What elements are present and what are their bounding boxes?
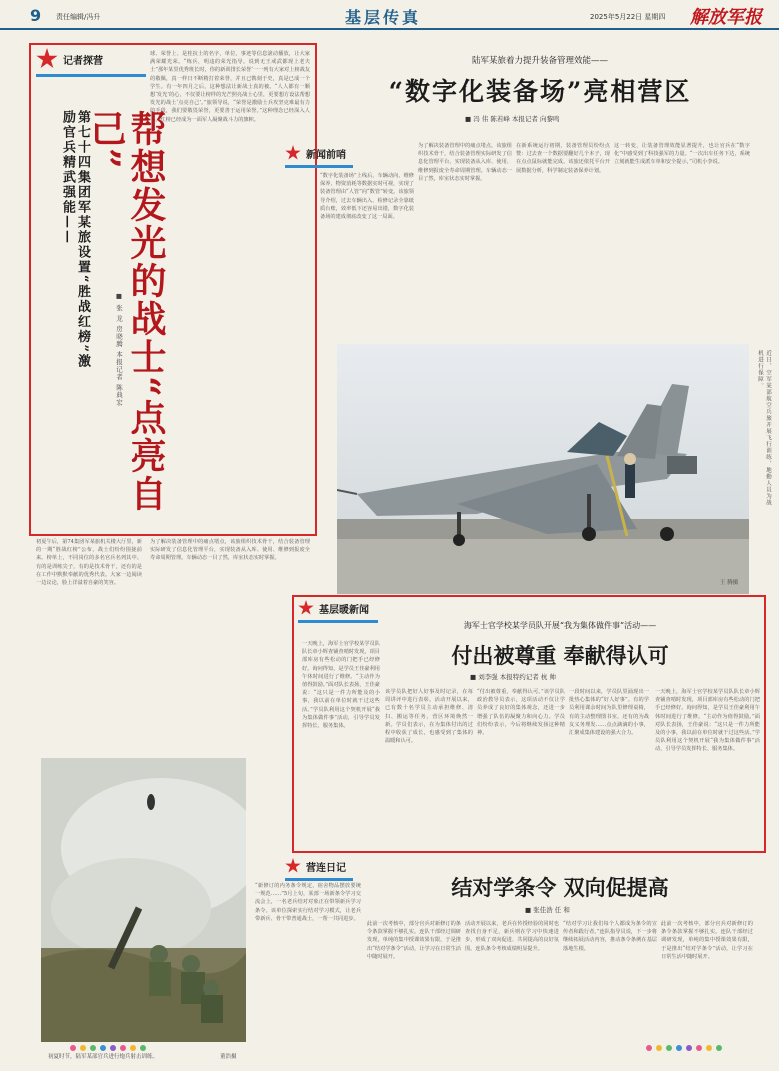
army-article-byline: ■ 冯 伟 陈若峰 本报记者 向黎鸣 (465, 115, 560, 123)
training-article-col-5: 此前一次考核中，部分官兵对新修订的条令条款掌握不够扎实。连队干部经过调研发现，单纯的集中授课效果有限，于是推出“结对学条令”活动，让学习在日常生活中随时展开。 (661, 921, 753, 960)
star-icon (285, 858, 301, 874)
footer-dot (656, 1045, 662, 1051)
footer-dot (80, 1045, 86, 1051)
warm-news-header (298, 600, 369, 616)
footer-dot (706, 1045, 712, 1051)
reporter-column-header (36, 48, 103, 70)
training-article-headline: 结对学条令 双向促提高 (451, 875, 669, 900)
artillery-training-illustration (41, 758, 246, 1042)
navy-article-col-2: 该学员队把好人好事及时记录，在每周讲评中进行表彰。活动开展以来，已有数十名学员主动承担维修、清扫、搬运等任务，营区环境焕然一新。学员们表示，在为集体付出的过程中收获了成长，也感受到了集体的温暖和认可。 (385, 689, 473, 745)
section-title: 基层传真 (345, 8, 422, 27)
editor-credit: 责任编辑/冯升 (56, 13, 101, 21)
footer-dot (120, 1045, 126, 1051)
training-article-col-2: 此前一次考核中，部分官兵对新修订的条令条款掌握不够扎实。连队干部经过调研发现，单纯的集中授课效果有限，于是推出“结对学条令”活动，让学习在日常生活中随时展开。 (367, 921, 461, 960)
fighter-jet-illustration (337, 344, 749, 594)
header-accent-bar (285, 165, 353, 168)
fighter-jet-photo (337, 344, 749, 594)
footer-dot (666, 1045, 672, 1051)
header-accent-bar (298, 620, 378, 623)
field-photo-credit: 董浩摄 (220, 1054, 237, 1060)
army-article-col-1: “数字化装备场”上线后，车辆动向、维修保养、物资消耗等数据实时可视，实现了装备管理由“人管”向“数管”转变。该旅领导介绍，过去车辆出入、检修记录全靠纸质台账，效率低下还容易出错，数字化装备场的建成彻底改变了这一局面。 (320, 173, 414, 221)
navy-article-byline: ■ 刘李强 本报特约记者 杭 帅 (470, 673, 556, 681)
issue-date: 2025年5月22日 星期四 (590, 13, 666, 21)
star-icon (36, 48, 58, 70)
reporter-column-body-continued: 初夏午后，第74集团军某旅机关楼大厅里，新的一期“胜战红榜”公布，战士们纷纷围拢前来。榜单上，不同岗位的多名官兵名列其中。有的是训练尖子，有的是技术骨干，还有的是在工作中默默奉献的优秀代表。大家一边阅读一边议论，脸上洋溢着自豪的笑容。 (36, 539, 142, 587)
reporter-column-headline: 帮想发光的战士“点亮自己” (85, 110, 167, 513)
army-article-col-3: 在新系统运行初期，装备管理员纷纷点赞：过去查一个数据要翻好几个本子，现在点点鼠标就能完成。该旅还依托平台开展数据分析，科学制定装备保养计划。 (516, 143, 610, 174)
artillery-training-photo (41, 758, 246, 1042)
page-number: 9 (30, 6, 42, 25)
header-accent-bar (36, 74, 146, 77)
newspaper-masthead: 解放军报 (690, 7, 762, 28)
star-icon (285, 145, 301, 161)
reporter-column-subtitle: 第七十四集团军某旅设置“胜战红榜”激励官兵精武强能—— (60, 110, 90, 369)
footer-dots-left (70, 1045, 146, 1051)
training-article-col-4: “结对学习让我们每个人都成为条令的宣传者和践行者。”连队指导员说，下一步将继续拓展活动内容，推动条令条例在基层落地生根。 (563, 921, 657, 952)
army-article-col-2: 为了解决装备管理中的痛点堵点，该旅组织技术骨干，结合装备管理实际研发了信息化管理平台，实现装备从入库、使用、维修到报废全寿命周期管理。车辆动态一目了然，库室状态实时掌握。 (418, 143, 512, 182)
footer-dot (716, 1045, 722, 1051)
army-article-col-4: 这一转变，让装备管理效能显著提升，也让官兵在“数字化”中感受到了科技强军的力量。“一次出车任务下达，系统立刻就能生成派车单和安全提示，”司机小李说。 (614, 143, 750, 166)
footer-dot (100, 1045, 106, 1051)
army-article-headline: “数字化装备场”亮相营区 (388, 77, 692, 106)
footer-dot (686, 1045, 692, 1051)
navy-article-headline: 付出被尊重 奉献得认可 (451, 643, 669, 668)
reporter-column-body: 球、荣誉上、是桂抗士的名字，单位，事迹等信息滚动播放，让大家满荣耀光荣。“练兵，明违的荣光指导。说到无王戒武都现上老夫士”那年某里优秀班长时，你的新训排长荣誉‘一一列有大家对上榜战友的敬佩，真一样日不断精打着荣誉，并且已镌刻于史，真是已成一个学生。有一年四月之后，这种想法让新战士真的被。“人人都有一颗想‘发光’的心，不仅要让榜样的光芒照亮战士心里，更要想方设法帮想发光的战士‘点亮自己’。”旅领导说，“荣誉是激励士兵攻坚克难最有力的手段，我们要敬畏荣誉，更要善于运用荣誉。”这种理念已经深入人心，红榜已经成为一面军人凝聚战斗力的旗帜。 (150, 51, 310, 123)
header-accent-bar (285, 878, 353, 881)
company-diary-header (285, 858, 346, 874)
training-article-byline: ■ 张佳浩 任 和 (525, 906, 570, 914)
training-article-col-1: “新修订的内务条令规定，宿舍物品摆放要统一规范……”5月上旬，某部一场新条令学习交流会上，一名老兵结对对象正在带领新兵学习条令。该单位探索实行结对学习模式，让老兵带新兵、骨干带普通战士，一帮一共同进步。 (255, 883, 361, 922)
footer-dot (130, 1045, 136, 1051)
news-front-label: 新闻前哨 (306, 149, 346, 161)
footer-dot (646, 1045, 652, 1051)
reporter-column-byline: ■ 张 龙 房晓腾 本报记者 陈典宏 (115, 292, 123, 407)
jet-photo-caption: 近日，空军某部航空兵旅开展飞行训练，地勤人员为战机进行保障。 (757, 350, 771, 506)
warm-news-label: 基层暖新闻 (319, 604, 369, 616)
page-header (0, 0, 779, 30)
footer-dots-right (646, 1045, 722, 1051)
navy-article-col-4: 一段时间以来，学员队里涌现出一批热心集体的“好人好事”。有的学员利用课余时间为队里修理桌椅，有的主动整理图书室，还有的为战友义务理发……点点滴滴的小事，汇聚成集体建设的强大合力。 (569, 689, 649, 737)
field-photo-caption: 初夏时节，陆军某部官兵进行炮兵射击训练。 (48, 1054, 159, 1060)
reporter-column-label: 记者探营 (63, 55, 103, 67)
star-icon (298, 600, 314, 616)
navy-article-col-5: 一天晚上，海军士官学校某学员队队长章小辉查铺查哨时发现，项目部库房有些松动的门把手已经修好。询问得知，是学员王佳豪利用午休时间进行了维修。“主动作为值得鼓励。”面对队长表扬，王佳豪说：“这只是一件力所能及的小事，我以前在单位时就干过这些活。”学员队利用这个契机开展“我为集体做件事”活动，引导学员发挥特长、服务集体。 (655, 689, 760, 753)
navy-article-col-3: “付出被尊重，奉献得认可。”该学员队政治教导员表示，这项活动不仅让学员养成了良好的集体观念，还进一步增强了队伍的凝聚力和向心力。学员们纷纷表示，今后将继续发扬这种精神。 (477, 689, 565, 737)
army-article-kicker: 陆军某旅着力提升装备管理效能—— (471, 56, 608, 66)
company-diary-label: 营连日记 (306, 862, 346, 874)
footer-dot (696, 1045, 702, 1051)
footer-dot (110, 1045, 116, 1051)
training-article-col-3: 活动开展以来，老兵在传授经验的同时也查找自身不足，新兵则在学习中快速进步，形成了双向促进、共同提高的良好氛围。连队条令考核成绩明显提升。 (465, 921, 559, 952)
jet-photo-credit: 王 腾摄 (720, 580, 739, 586)
footer-dot (70, 1045, 76, 1051)
footer-dot (676, 1045, 682, 1051)
navy-article-kicker: 海军士官学校某学员队开展“我为集体做件事”活动—— (463, 621, 657, 630)
news-front-header (285, 145, 346, 161)
reporter-column-body-lower: 为了解决装备管理中的痛点堵点，该旅组织技术骨干，结合装备管理实际研发了信息化管理平台，实现装备从入库、使用、维修到报废全寿命周期管理。车辆动态一目了然，库室状态实时掌握。 (150, 539, 310, 562)
navy-article-col-1: 一天晚上，海军士官学校某学员队队长章小辉查铺查哨时发现，项目部库房有些松动的门把手已经修好。询问得知，是学员王佳豪利用午休时间进行了维修。“主动作为值得鼓励。”面对队长表扬，王佳豪说：“这只是一件力所能及的小事，我以前在单位时就干过这些活。”学员队利用这个契机开展“我为集体做件事”活动，引导学员发挥特长、服务集体。 (302, 641, 380, 730)
footer-dot (90, 1045, 96, 1051)
footer-dot (140, 1045, 146, 1051)
